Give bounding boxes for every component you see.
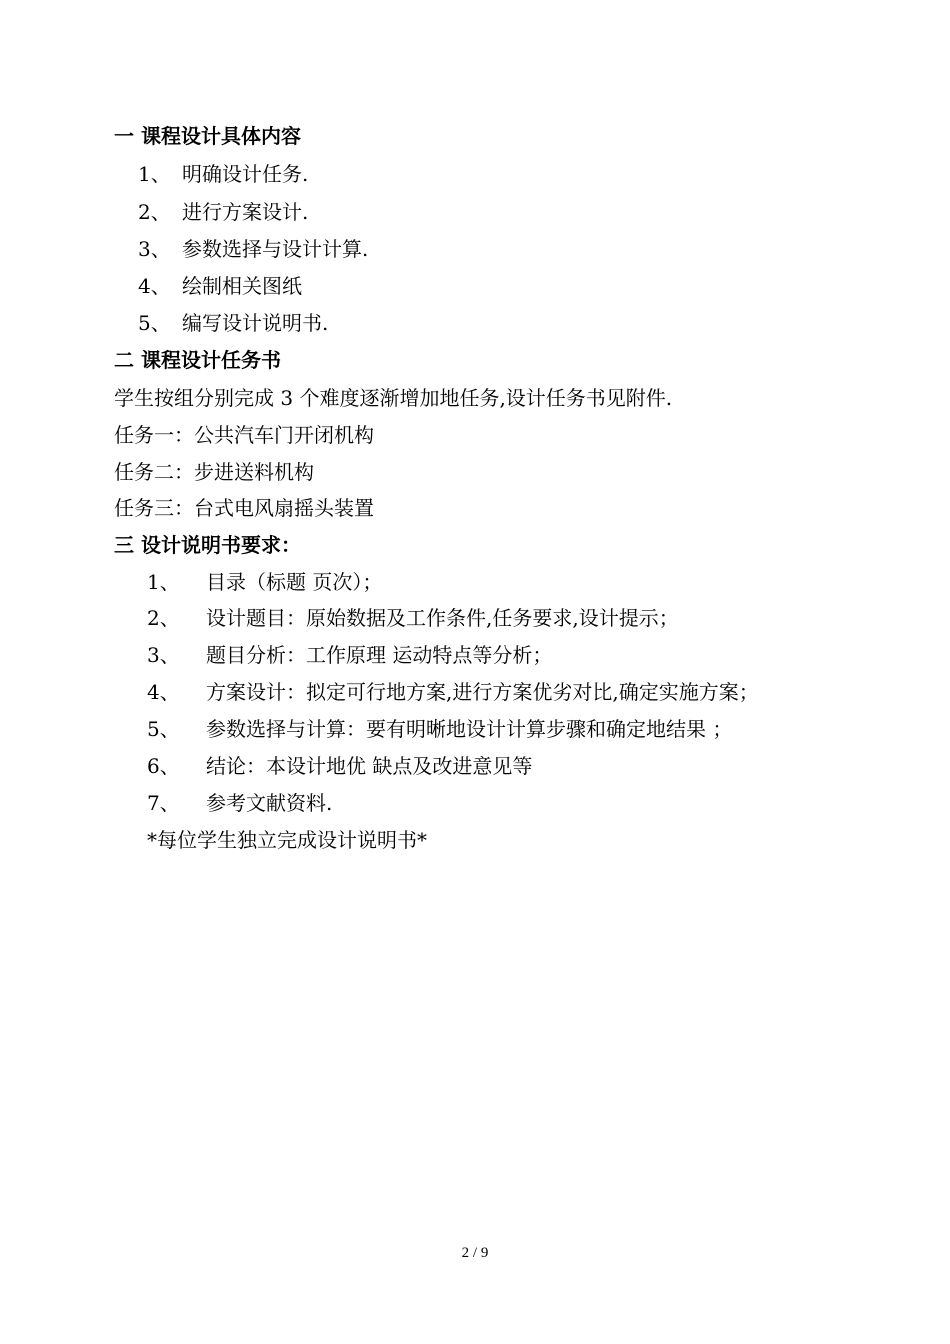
list-item-text: 方案设计：拟定可行地方案,进行方案优劣对比,确定实施方案； (206, 680, 759, 704)
list-item-number: 4、 (147, 680, 180, 704)
list-item-text: 进行方案设计. (182, 200, 309, 224)
task-item: 任务一：公共汽车门开闭机构 (114, 423, 374, 447)
list-item-number: 2、 (147, 606, 180, 630)
requirements-note: *每位学生独立完成设计说明书* (147, 828, 427, 852)
list-item-text: 绘制相关图纸 (182, 274, 302, 298)
list-item-text: 明确设计任务. (182, 162, 309, 186)
page-number: 2 / 9 (461, 1245, 489, 1261)
list-item-text: 设计题目：原始数据及工作条件,任务要求,设计提示； (206, 606, 679, 630)
list-item-number: 4、 (138, 274, 171, 298)
section-heading-task-book: 二 课程设计任务书 (114, 348, 281, 372)
list-item-number: 7、 (147, 791, 180, 815)
list-item-number: 5、 (138, 311, 171, 335)
list-item-number: 3、 (147, 643, 180, 667)
list-item-number: 6、 (147, 754, 180, 778)
list-item-text: 目录（标题 页次）； (206, 570, 383, 594)
list-item-number: 2、 (138, 200, 171, 224)
list-item-text: 题目分析：工作原理 运动特点等分析； (206, 643, 553, 667)
list-item-text: 参数选择与计算：要有明晰地设计计算步骤和确定地结果 ； (206, 717, 733, 741)
list-item-text: 参考文献资料. (206, 791, 333, 815)
list-item-text: 参数选择与设计计算. (182, 237, 369, 261)
task-item: 任务三：台式电风扇摇头装置 (114, 496, 374, 520)
section-heading-content: 一 课程设计具体内容 (114, 124, 301, 148)
list-item-text: 编写设计说明书. (182, 311, 329, 335)
list-item-number: 1、 (147, 570, 180, 594)
list-item-number: 1、 (138, 162, 171, 186)
section-heading-requirements: 三 设计说明书要求： (114, 533, 301, 557)
list-item-text: 结论：本设计地优 缺点及改进意见等 (206, 754, 533, 778)
list-item-number: 3、 (138, 237, 171, 261)
task-book-intro: 学生按组分别完成 3 个难度逐渐增加地任务,设计任务书见附件. (114, 386, 673, 410)
task-item: 任务二：步进送料机构 (114, 460, 314, 484)
list-item-number: 5、 (147, 717, 180, 741)
